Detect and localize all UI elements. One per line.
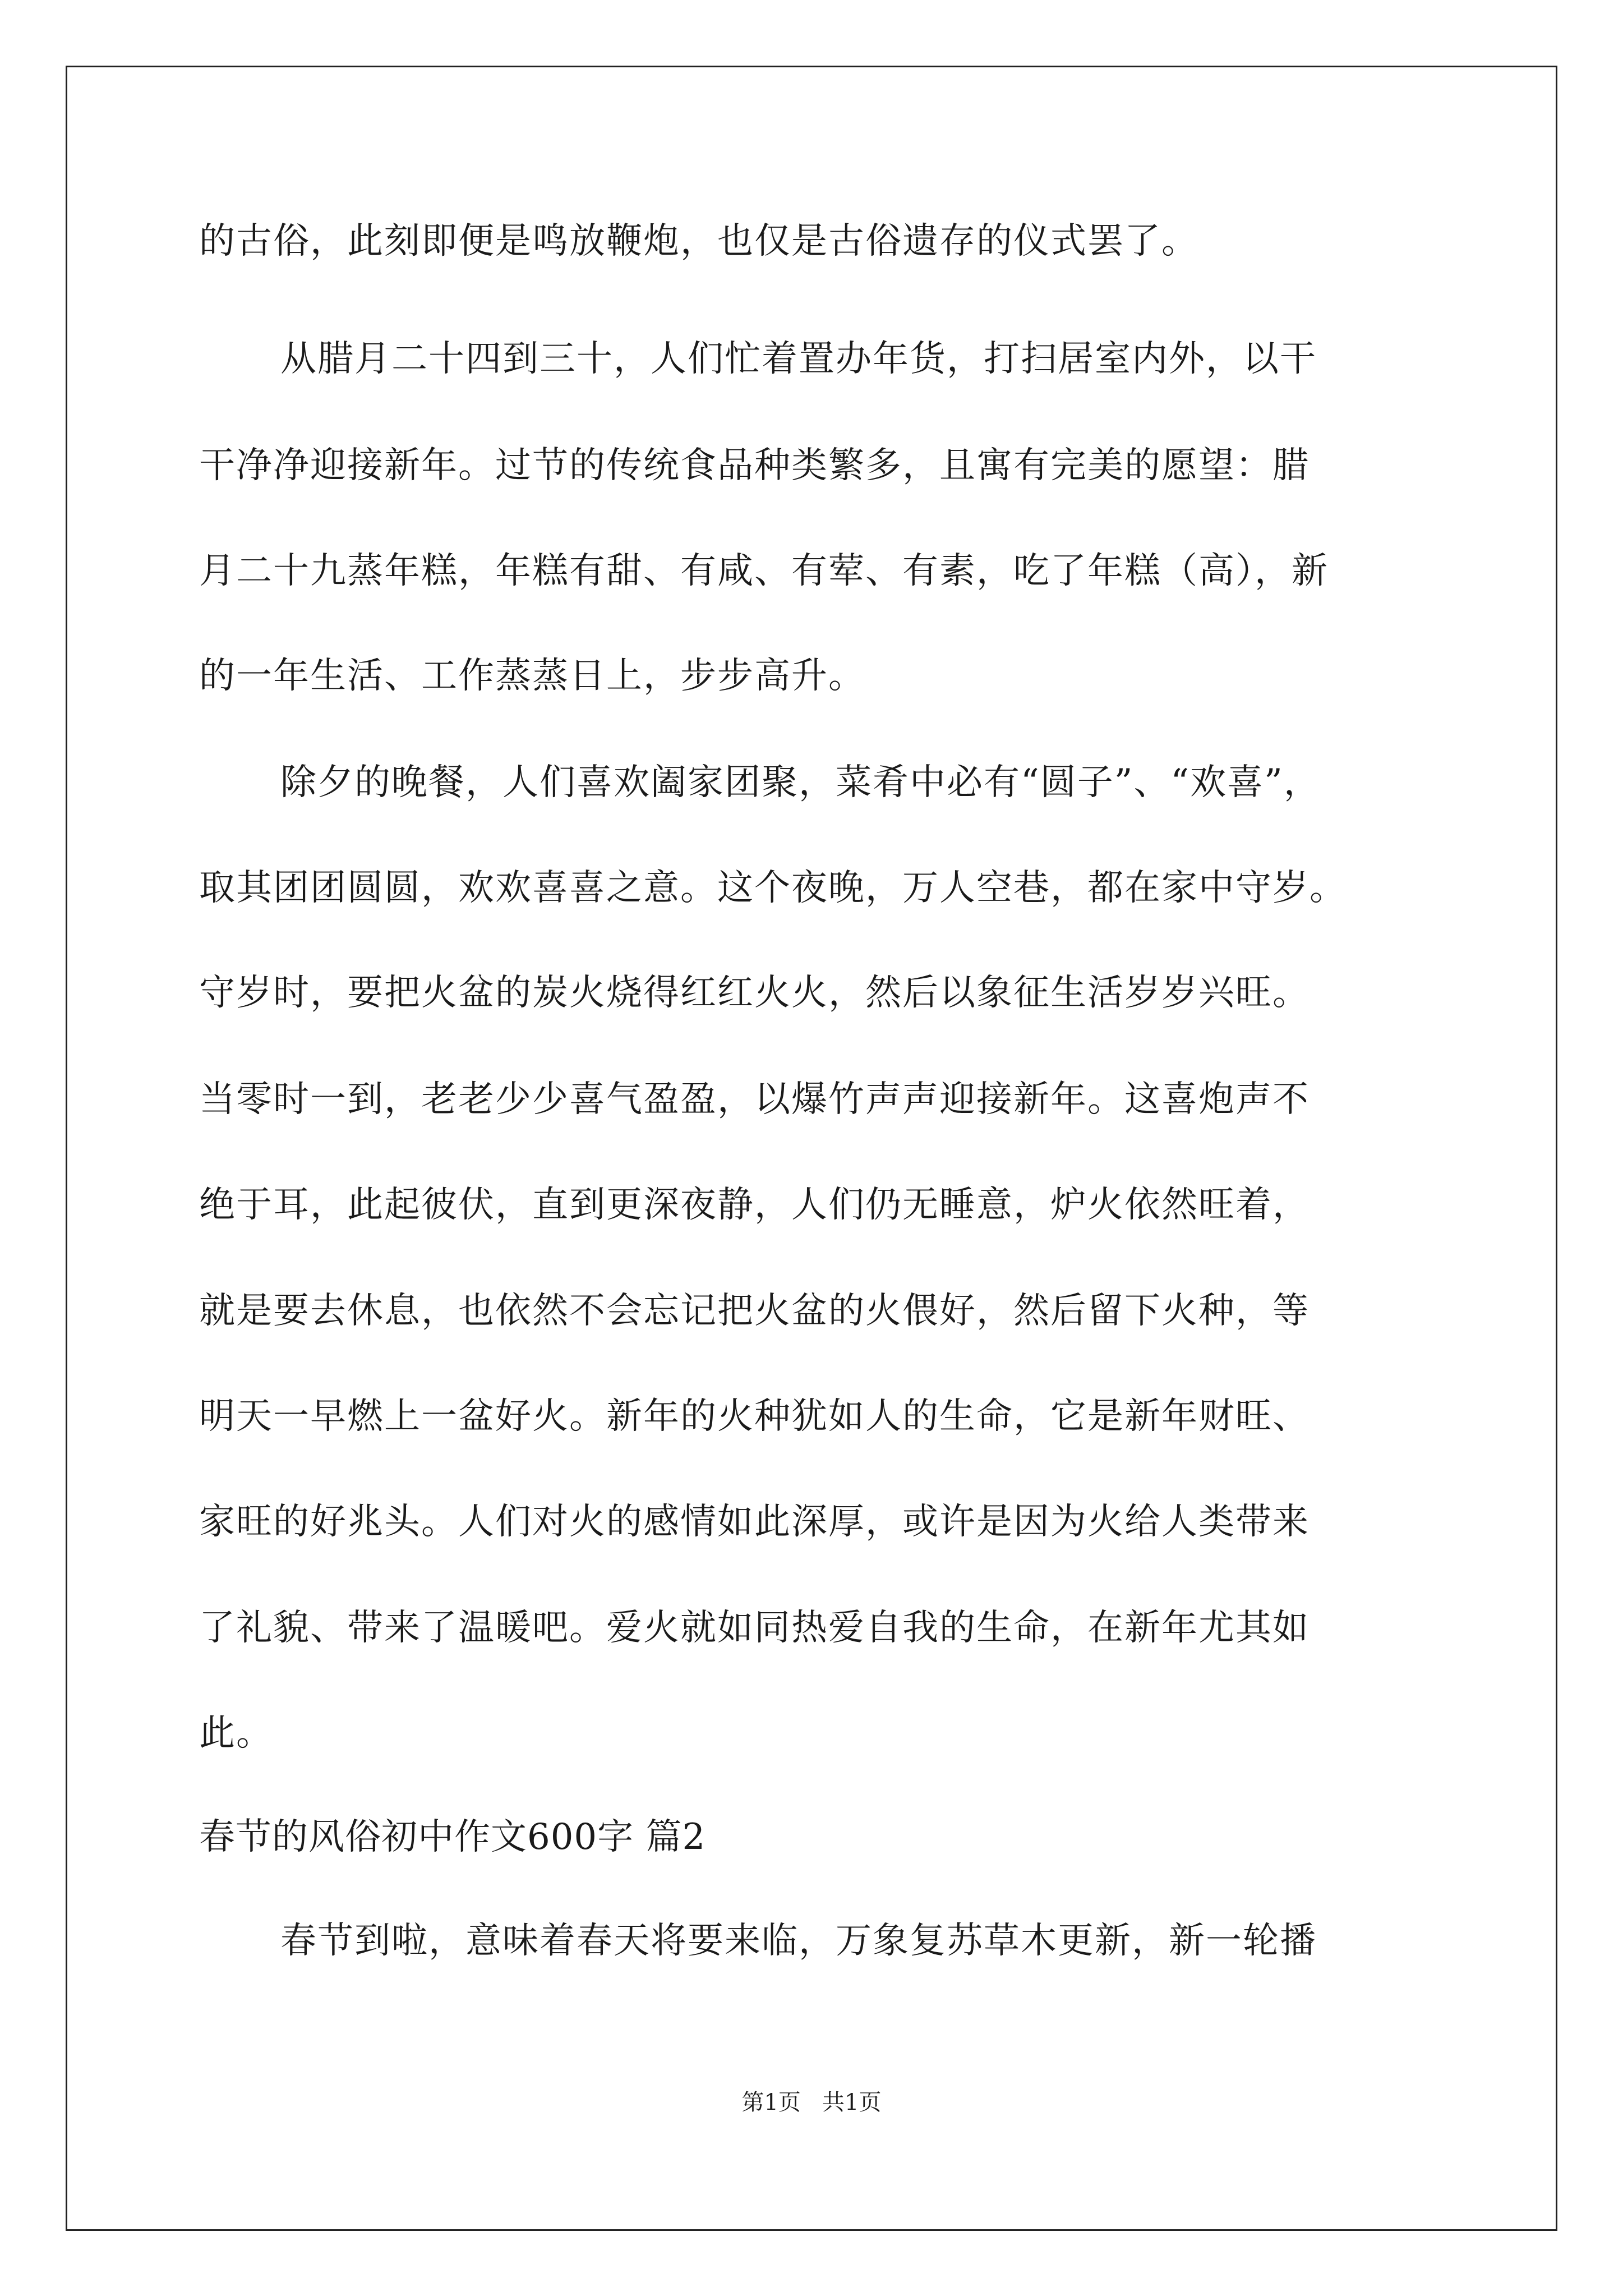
text-line: 的一年生活、工作蒸蒸日上，步步高升。 xyxy=(199,655,865,697)
page-footer: 第1页 共1页 xyxy=(741,2090,882,2115)
text-line: 明天一早燃上一盆好火。新年的火种犹如人的生命，它是新年财旺、 xyxy=(199,1396,1310,1437)
text-line: 就是要去休息，也依然不会忘记把火盆的火偎好，然后留下火种，等 xyxy=(199,1290,1310,1332)
text-line: 取其团团圆圆，欢欢喜喜之意。这个夜晚，万人空巷，都在家中守岁。 xyxy=(199,867,1347,909)
section-heading: 春节的风俗初中作文600字 篇2 xyxy=(199,1816,706,1858)
paragraph-start-line: 从腊月二十四到三十，人们忙着置办年货，打扫居室内外，以干 xyxy=(280,338,1317,380)
text-line: 的古俗，此刻即便是鸣放鞭炮，也仅是古俗遗存的仪式罢了。 xyxy=(199,220,1198,262)
text-line: 绝于耳，此起彼伏，直到更深夜静，人们仍无睡意，炉火依然旺着， xyxy=(199,1184,1310,1226)
page-border xyxy=(66,66,1557,2231)
text-line: 月二十九蒸年糕，年糕有甜、有咸、有荤、有素，吃了年糕（高），新 xyxy=(199,550,1329,592)
text-line: 家旺的好兆头。人们对火的感情如此深厚，或许是因为火给人类带来 xyxy=(199,1501,1310,1543)
paragraph-start-line: 除夕的晚餐，人们喜欢阖家团聚，菜肴中必有“圆子”、“欢喜”， xyxy=(280,762,1321,803)
text-line: 此。 xyxy=(199,1713,273,1754)
paragraph-start-line: 春节到啦，意味着春天将要来临，万象复苏草木更新，新一轮播 xyxy=(280,1920,1317,1962)
text-line: 当零时一到，老老少少喜气盈盈，以爆竹声声迎接新年。这喜炮声不 xyxy=(199,1079,1310,1120)
text-line: 守岁时，要把火盆的炭火烧得红红火火，然后以象征生活岁岁兴旺。 xyxy=(199,972,1310,1014)
text-line: 干净净迎接新年。过节的传统食品种类繁多，且寓有完美的愿望：腊 xyxy=(199,445,1310,486)
text-line: 了礼貌、带来了温暖吧。爱火就如同热爱自我的生命，在新年尤其如 xyxy=(199,1607,1310,1649)
